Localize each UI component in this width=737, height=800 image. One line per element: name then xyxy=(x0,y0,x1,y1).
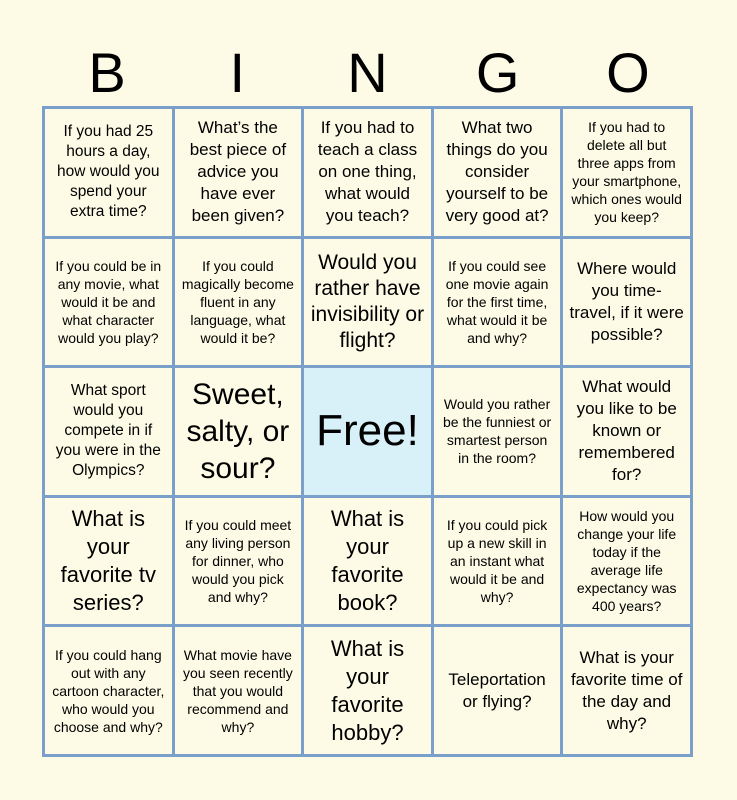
bingo-cell-free[interactable] xyxy=(304,368,431,495)
cell-text: Sweet, salty, or sour? xyxy=(186,377,290,485)
bingo-cell-i5[interactable] xyxy=(175,627,302,754)
cell-text: If you could be in any movie, what would it be and what character would you play? xyxy=(55,257,162,346)
cell-text: Would you rather have invisibility or flight? xyxy=(310,250,425,352)
cell-text: What is your favorite time of the day and why? xyxy=(570,647,683,733)
cell-text: What is your favorite hobby? xyxy=(330,635,405,745)
cell-text: Teleportation or flying? xyxy=(448,669,546,711)
bingo-cell-o1[interactable] xyxy=(563,109,690,236)
bingo-cell-o2[interactable] xyxy=(563,239,690,366)
bingo-cell-i4[interactable] xyxy=(175,498,302,625)
cell-text: What’s the best piece of advice you have ever been given? xyxy=(189,118,287,226)
cell-text: If you had to delete all but three apps from your smartphone, which ones would you keep? xyxy=(571,119,682,226)
bingo-cell-g5[interactable] xyxy=(434,627,561,754)
cell-text: How would you change your life today if the average life expectancy was 400 years? xyxy=(576,508,677,615)
cell-text: What movie have you seen recently that you would recommend and why? xyxy=(183,646,293,735)
cell-text: Where would you time-travel, if it were possible? xyxy=(569,258,684,344)
cell-text: If you could see one movie again for the first time, what would it be and why? xyxy=(445,257,549,346)
cell-text: What is your favorite tv series? xyxy=(60,506,156,616)
bingo-cell-i3[interactable] xyxy=(175,368,302,495)
cell-text: What is your favorite book? xyxy=(330,506,405,616)
bingo-cell-g4[interactable] xyxy=(434,498,561,625)
bingo-cell-b2[interactable] xyxy=(45,239,172,366)
cell-text: What would you like to be known or remembered for? xyxy=(576,377,677,485)
bingo-cell-n4[interactable] xyxy=(304,498,431,625)
cell-text: If you could magically become fluent in any language, what would it be? xyxy=(181,257,294,346)
cell-text: What two things do you consider yourself to be very good at? xyxy=(445,118,549,226)
header-letter-g: G xyxy=(475,41,520,104)
cell-text: If you could meet any living person for dinner, who would you pick and why? xyxy=(184,517,292,606)
bingo-cell-n1[interactable] xyxy=(304,109,431,236)
bingo-cell-o3[interactable] xyxy=(563,368,690,495)
header-letter-n: N xyxy=(347,41,388,104)
bingo-card xyxy=(42,106,693,757)
bingo-cell-n5[interactable] xyxy=(304,627,431,754)
bingo-cell-g1[interactable] xyxy=(434,109,561,236)
bingo-cell-o5[interactable] xyxy=(563,627,690,754)
bingo-cell-b5[interactable] xyxy=(45,627,172,754)
cell-text: If you had 25 hours a day, how would you spend your extra time? xyxy=(57,123,160,221)
cell-text: What sport would you compete in if you were in the Olympics? xyxy=(55,382,161,480)
cell-text: If you had to teach a class on one thing, what would you teach? xyxy=(317,118,418,226)
bingo-cell-g2[interactable] xyxy=(434,239,561,366)
bingo-cell-i2[interactable] xyxy=(175,239,302,366)
bingo-cell-o4[interactable] xyxy=(563,498,690,625)
header-letter-b: B xyxy=(88,41,126,104)
cell-text: Free! xyxy=(316,406,419,456)
bingo-cell-b1[interactable] xyxy=(45,109,172,236)
cell-text: Would you rather be the funniest or smartest person in the room? xyxy=(443,396,552,467)
cell-text: If you could pick up a new skill in an instant what would it be and why? xyxy=(446,517,548,606)
cell-text: If you could hang out with any cartoon character, who would you choose and why? xyxy=(52,646,165,735)
bingo-cell-i1[interactable] xyxy=(175,109,302,236)
bingo-header xyxy=(42,40,693,106)
header-letter-i: I xyxy=(229,41,246,104)
bingo-cell-n2[interactable] xyxy=(304,239,431,366)
header-letter-o: O xyxy=(606,41,650,104)
bingo-cell-b4[interactable] xyxy=(45,498,172,625)
bingo-cell-b3[interactable] xyxy=(45,368,172,495)
bingo-cell-g3[interactable] xyxy=(434,368,561,495)
